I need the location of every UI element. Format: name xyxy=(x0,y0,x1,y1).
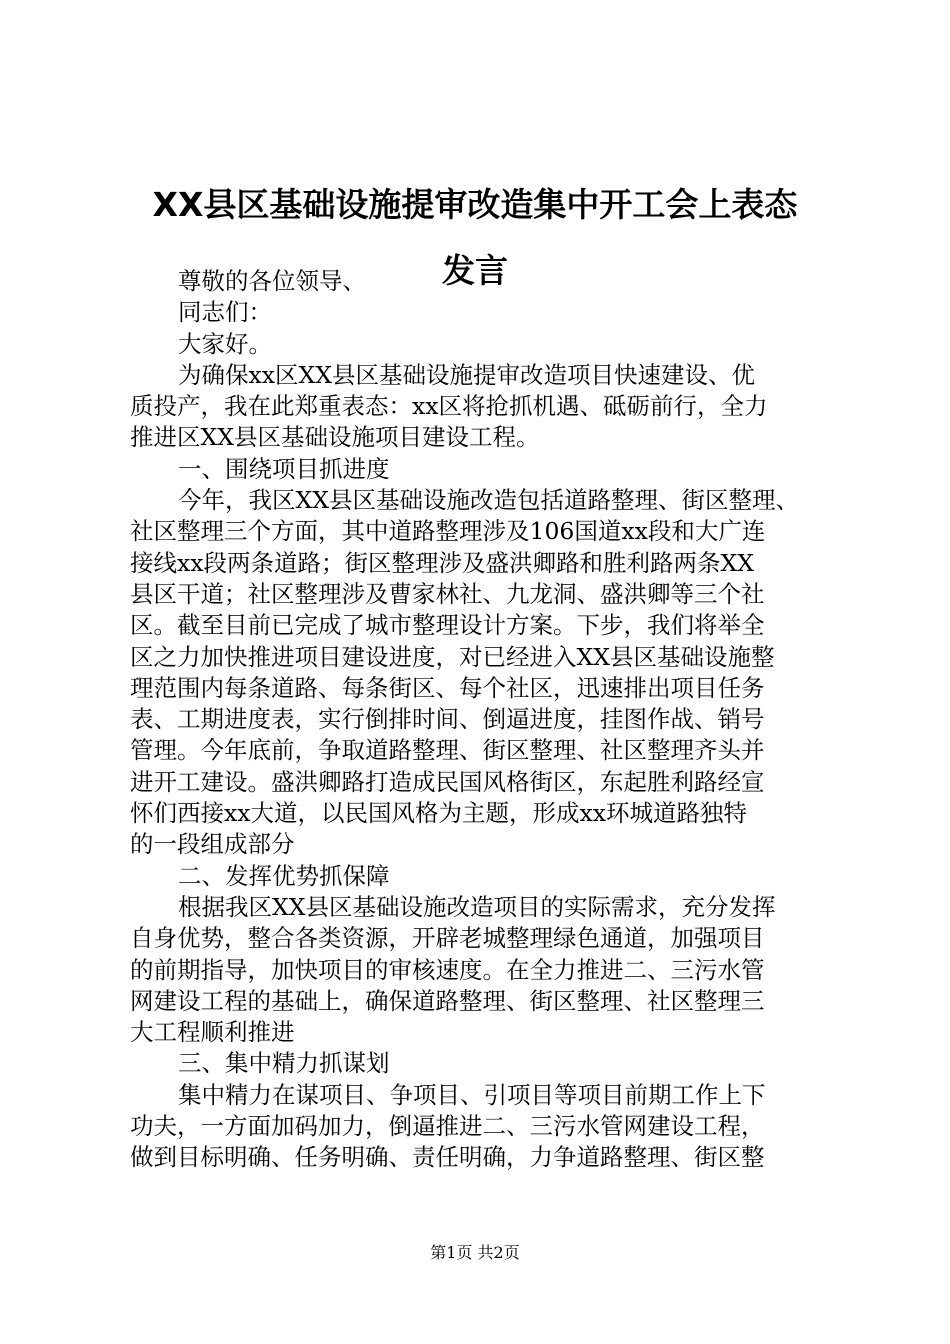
section-heading: 二、发挥优势抓保障 xyxy=(178,861,390,890)
paragraph-line: 为确保xx区XX县区基础设施提审改造项目快速建设、优 xyxy=(178,360,755,389)
paragraph-line: 区之力加快推进项目建设进度，对已经进入XX县区基础设施整 xyxy=(130,642,775,671)
paragraph-line: 大工程顺利推进 xyxy=(130,1018,295,1047)
paragraph-line: 网建设工程的基础上，确保道路整理、街区整理、社区整理三 xyxy=(130,986,765,1015)
paragraph-line: 自身优势，整合各类资源，开辟老城整理绿色通道，加强项目 xyxy=(130,924,765,953)
paragraph-line: 质投产，我在此郑重表态：xx区将抢抓机遇、砥砺前行，全力 xyxy=(130,392,768,421)
paragraph-line: 社区整理三个方面，其中道路整理涉及106国道xx段和大广连 xyxy=(130,517,766,546)
paragraph-line: 理范围内每条道路、每条街区、每个社区，迅速排出项目任务 xyxy=(130,673,765,702)
title-line-2: 发言 xyxy=(442,251,508,290)
page-number-label: 第1页 共2页 xyxy=(430,1243,520,1262)
salutation-line: 同志们： xyxy=(178,298,272,327)
paragraph-line: 县区干道；社区整理涉及曹家林社、九龙洞、盛洪卿等三个社 xyxy=(130,579,765,608)
paragraph-line: 推进区XX县区基础设施项目建设工程。 xyxy=(130,423,540,452)
paragraph-line: 表、工期进度表，实行倒排时间、倒逼进度，挂图作战、销号 xyxy=(130,705,765,734)
document-body xyxy=(130,266,830,1174)
paragraph-line: 管理。今年底前，争取道路整理、街区整理、社区整理齐头并 xyxy=(130,736,765,765)
section-heading: 一、围绕项目抓进度 xyxy=(178,454,390,483)
paragraph-line: 的前期指导，加快项目的审核速度。在全力推进二、三污水管 xyxy=(130,955,765,984)
paragraph-line: 根据我区XX县区基础设施改造项目的实际需求，充分发挥 xyxy=(178,892,776,921)
paragraph-line: 怀们西接xx大道，以民国风格为主题，形成xx环城道路独特 xyxy=(130,799,748,828)
paragraph-line: 集中精力在谋项目、争项目、引项目等项目前期工作上下 xyxy=(178,1080,766,1109)
greeting-line: 大家好。 xyxy=(178,329,272,358)
section-heading: 三、集中精力抓谋划 xyxy=(178,1049,390,1078)
paragraph-line: 功夫，一方面加码加力，倒逼推进二、三污水管网建设工程， xyxy=(130,1112,765,1141)
paragraph-line: 进开工建设。盛洪卿路打造成民国风格街区，东起胜利路经宣 xyxy=(130,767,765,796)
title-line-1: XX县区基础设施提审改造集中开工会上表态 xyxy=(152,185,798,224)
paragraph-line: 做到目标明确、任务明确、责任明确，力争道路整理、街区整 xyxy=(130,1143,765,1172)
paragraph-line: 今年，我区XX县区基础设施改造包括道路整理、街区整理、 xyxy=(178,486,799,515)
paragraph-line: 的一段组成部分 xyxy=(130,830,295,859)
page-footer xyxy=(0,1243,950,1263)
paragraph-line: 区。截至目前已完成了城市整理设计方案。下步，我们将举全 xyxy=(130,611,765,640)
paragraph-line: 接线xx段两条道路；街区整理涉及盛洪卿路和胜利路两条XX xyxy=(130,548,754,577)
salutation-line: 尊敬的各位领导、 xyxy=(178,267,366,295)
